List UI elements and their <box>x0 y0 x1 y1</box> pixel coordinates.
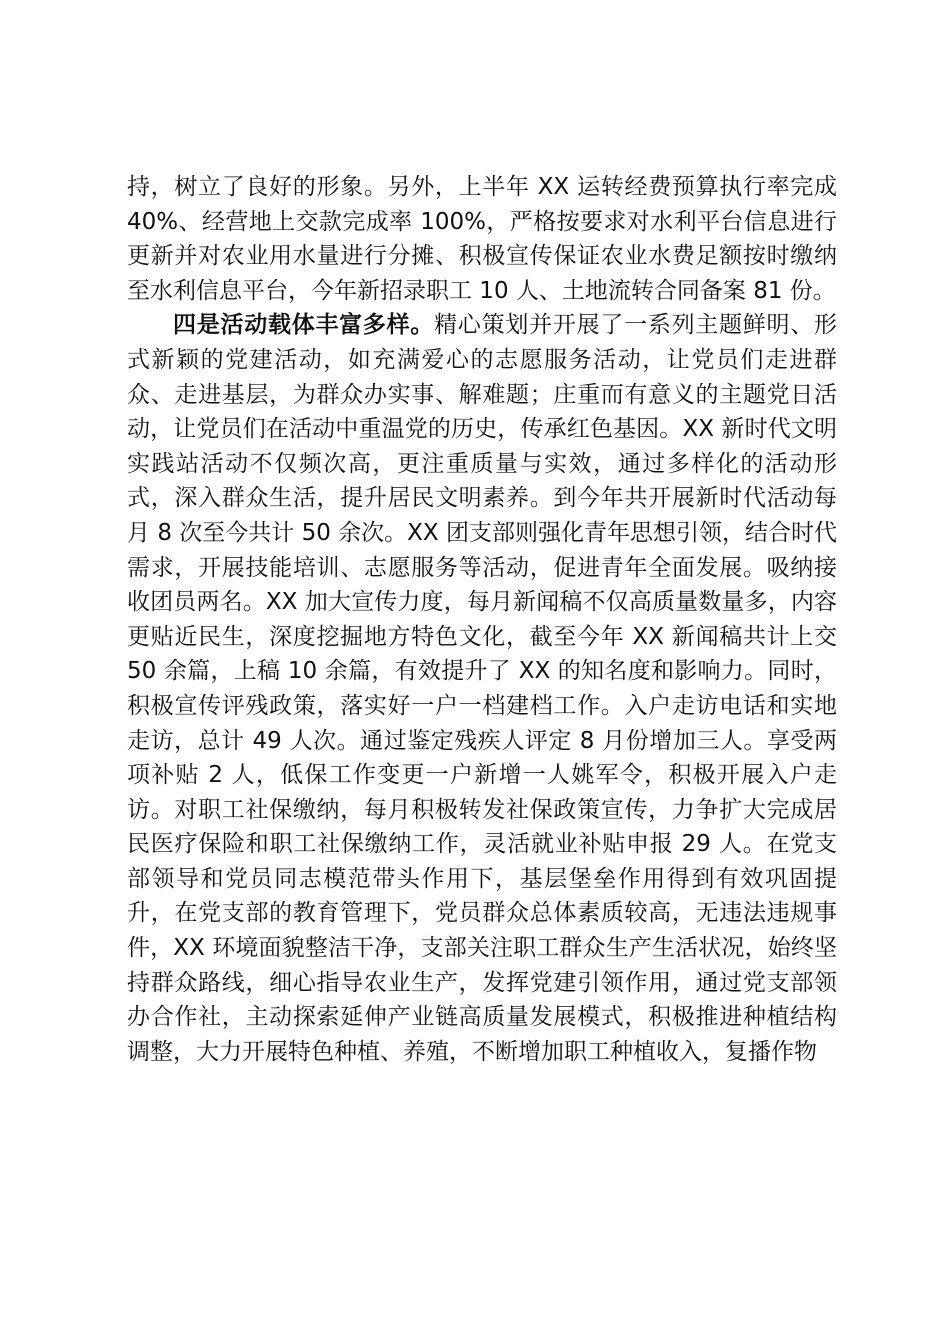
document-body <box>127 170 837 1069</box>
paragraph-lead-heading: 四是活动载体丰富多样。 <box>173 312 435 339</box>
paragraph-body-text: 精心策划并开展了一系列主题鲜明、形式新颖的党建活动，如充满爱心的志愿服务活动，让党员们走进群众、走进基层，为群众办实事、解难题；庄重而有意义的主题党日活动，让党员们在活动中重温党的历史，传承红色基因。XX 新时代文明实践站活动不仅频次高，更注重质量与实效，通过多样化的活动形式，深入群众生活，提升居民文明素养。到今年共开展新时代活动每月 8 次至今共计 50 余次。XX 团支部则强化青年思想引领，结合时代需求，开展技能培训、志愿服务等活动，促进青年全面发展。吸纳接收团员两名。XX 加大宣传力度，每月新闻稿不仅高质量数量多，内容更贴近民生，深度挖掘地方特色文化，截至今年 XX 新闻稿共计上交 50 余篇，上稿 10 余篇，有效提升了 XX 的知名度和影响力。同时，积极宣传评残政策，落实好一户一档建档工作。入户走访电话和实地走访，总计 49 人次。通过鉴定残疾人评定 8 月份增加三人。享受两项补贴 2 人，低保工作变更一户新增一人姚军令，积极开展入户走访。对职工社保缴纳，每月积极转发社保政策宣传，力争扩大完成居民医疗保险和职工社保缴纳工作，灵活就业补贴申报 29 人。在党支部领导和党员同志模范带头作用下，基层堡垒作用得到有效巩固提升，在党支部的教育管理下，党员群众总体素质较高，无违法违规事件，XX 环境面貌整洁干净，支部关注职工群众生产生活状况，始终坚持群众路线，细心指导农业生产，发挥党建引领作用，通过党支部领办合作社，主动探索延伸产业链高质量发展模式，积极推进种植结构调整，大力开展特色种植、养殖，不断增加职工种植收入，复播作物 <box>127 312 838 1065</box>
paragraph-activities <box>127 308 837 1069</box>
paragraph-continuation: 持，树立了良好的形象。另外，上半年 XX 运转经费预算执行率完成 40%、经营地上交款完成率 100%，严格按要求对水利平台信息进行更新并对农业用水量进行分摊、积极宣传保证农业水费足额按时缴纳至水利信息平台，今年新招录职工 10 人、土地流转合同备案 81 份。 <box>127 174 837 304</box>
